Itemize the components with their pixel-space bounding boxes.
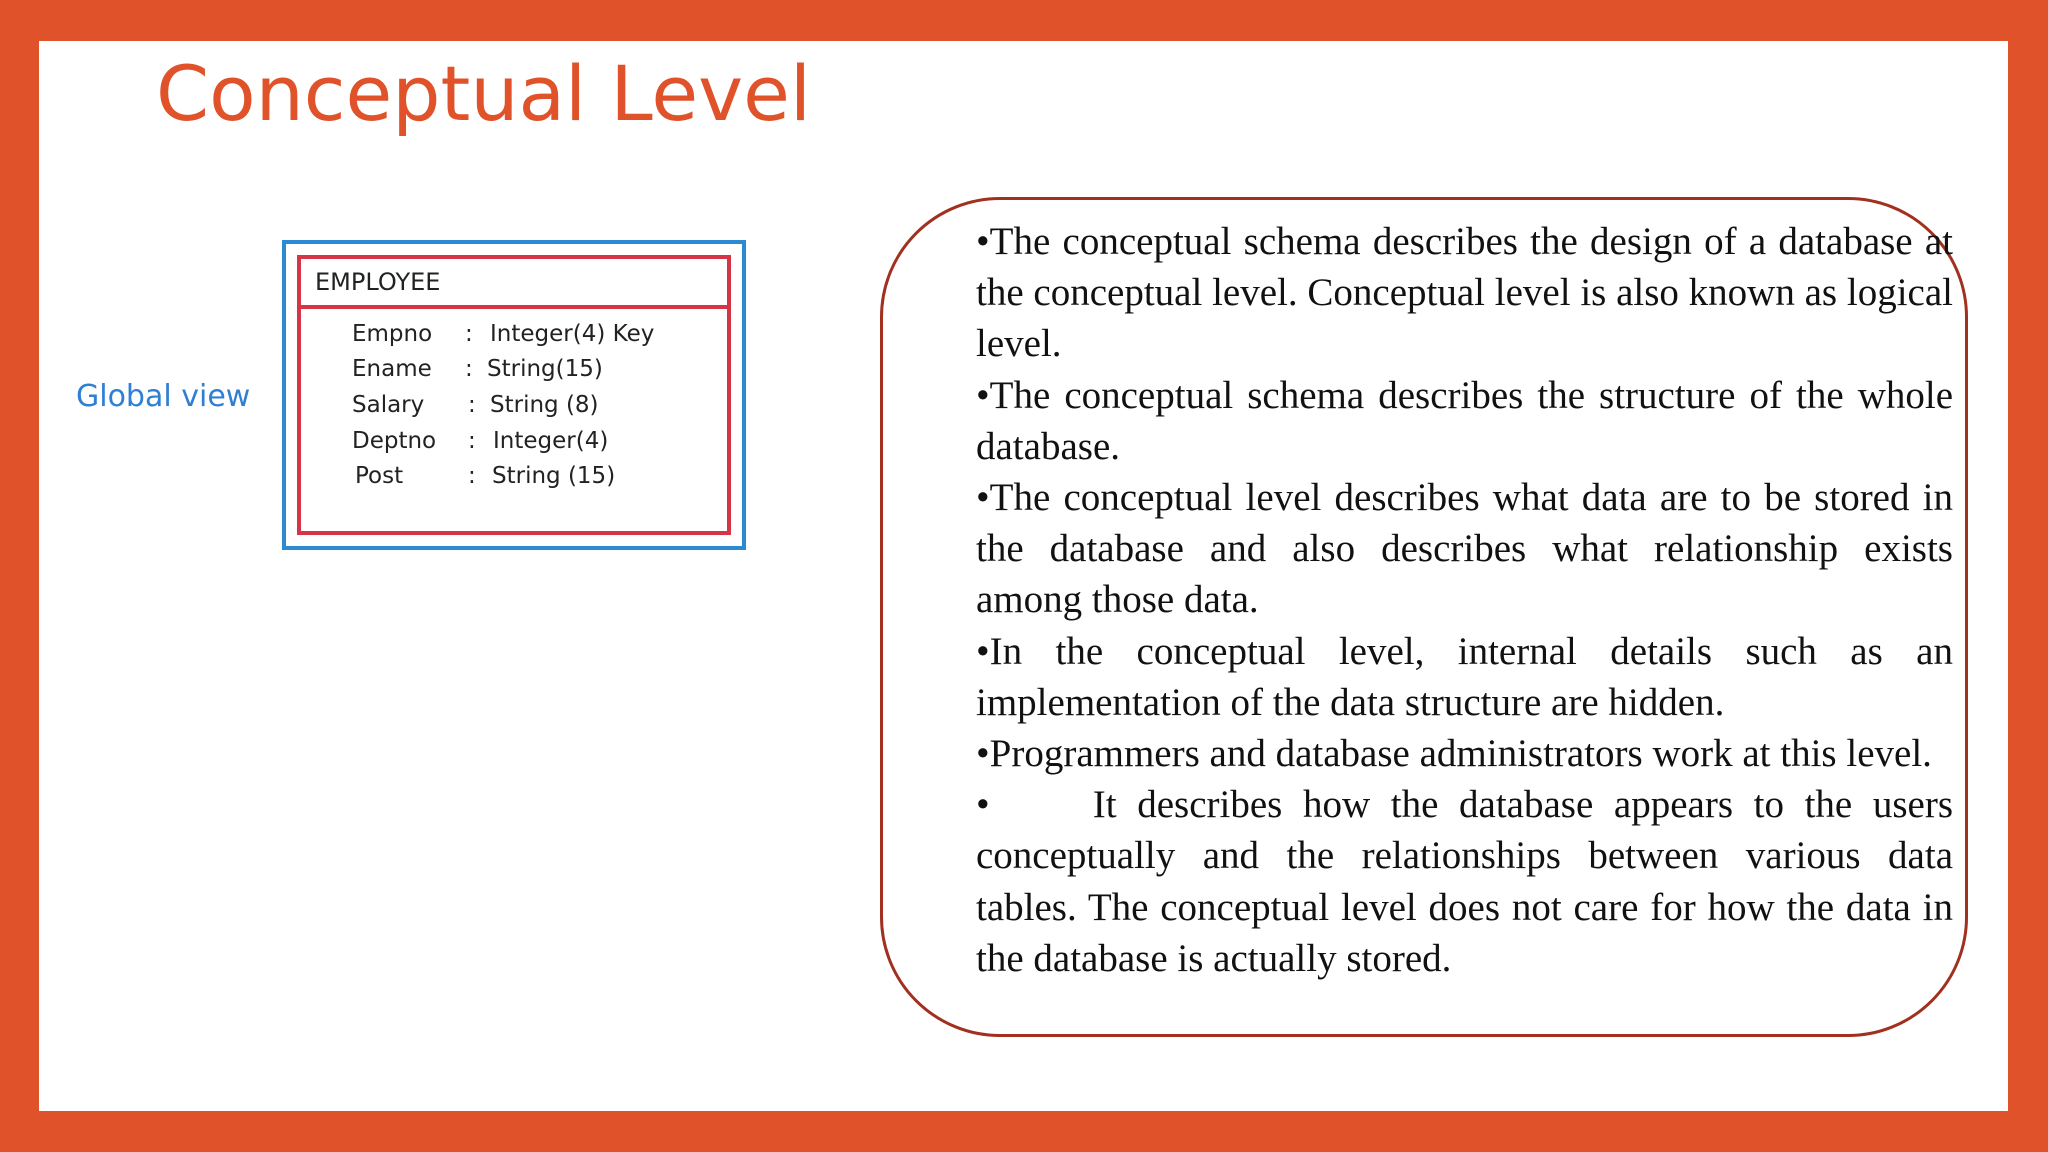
field-type: String (8) <box>490 392 599 418</box>
bullet-point: •The conceptual level describes what data are to be stored in the database and also describes what relationship exists among those data. <box>976 476 1953 622</box>
field-name: Ename <box>352 356 432 382</box>
entity-diagram <box>282 240 746 550</box>
bullet-point: •In the conceptual level, internal details such as an implementation of the data structure are hidden. <box>976 629 1953 724</box>
slide <box>39 41 2008 1111</box>
bullet-point: •The conceptual schema describes the design of a database at the conceptual level. Conceptual level is also known as logical level. <box>976 220 1953 366</box>
entity-box <box>297 255 731 535</box>
field-name: Deptno <box>352 428 437 454</box>
field-type: String(15) <box>487 356 603 382</box>
bullet-point: •Programmers and database administrators work at this level. <box>976 732 1932 776</box>
field-name: Empno <box>352 321 433 347</box>
field-type: String (15) <box>492 463 616 489</box>
field-type: Integer(4) Key <box>490 321 655 347</box>
field-colon: : <box>468 392 476 418</box>
field-colon: : <box>468 463 476 489</box>
info-text <box>976 216 1953 984</box>
field-colon: : <box>465 356 473 382</box>
global-view-label: Global view <box>76 379 251 414</box>
bullet-point: •The conceptual schema describes the structure of the whole database. <box>976 373 1953 468</box>
field-type: Integer(4) <box>493 428 609 454</box>
entity-name: EMPLOYEE <box>301 259 727 309</box>
field-colon: : <box>468 428 476 454</box>
bullet-point: • It describes how the database appears to the users conceptually and the relationships between various data tables. The conceptual level does not care for how the data in the database is actually stored. <box>976 783 1953 980</box>
field-colon: : <box>465 321 473 347</box>
field-name: Salary <box>352 392 425 418</box>
slide-title: Conceptual Level <box>156 49 811 138</box>
field-name: Post <box>355 463 404 489</box>
